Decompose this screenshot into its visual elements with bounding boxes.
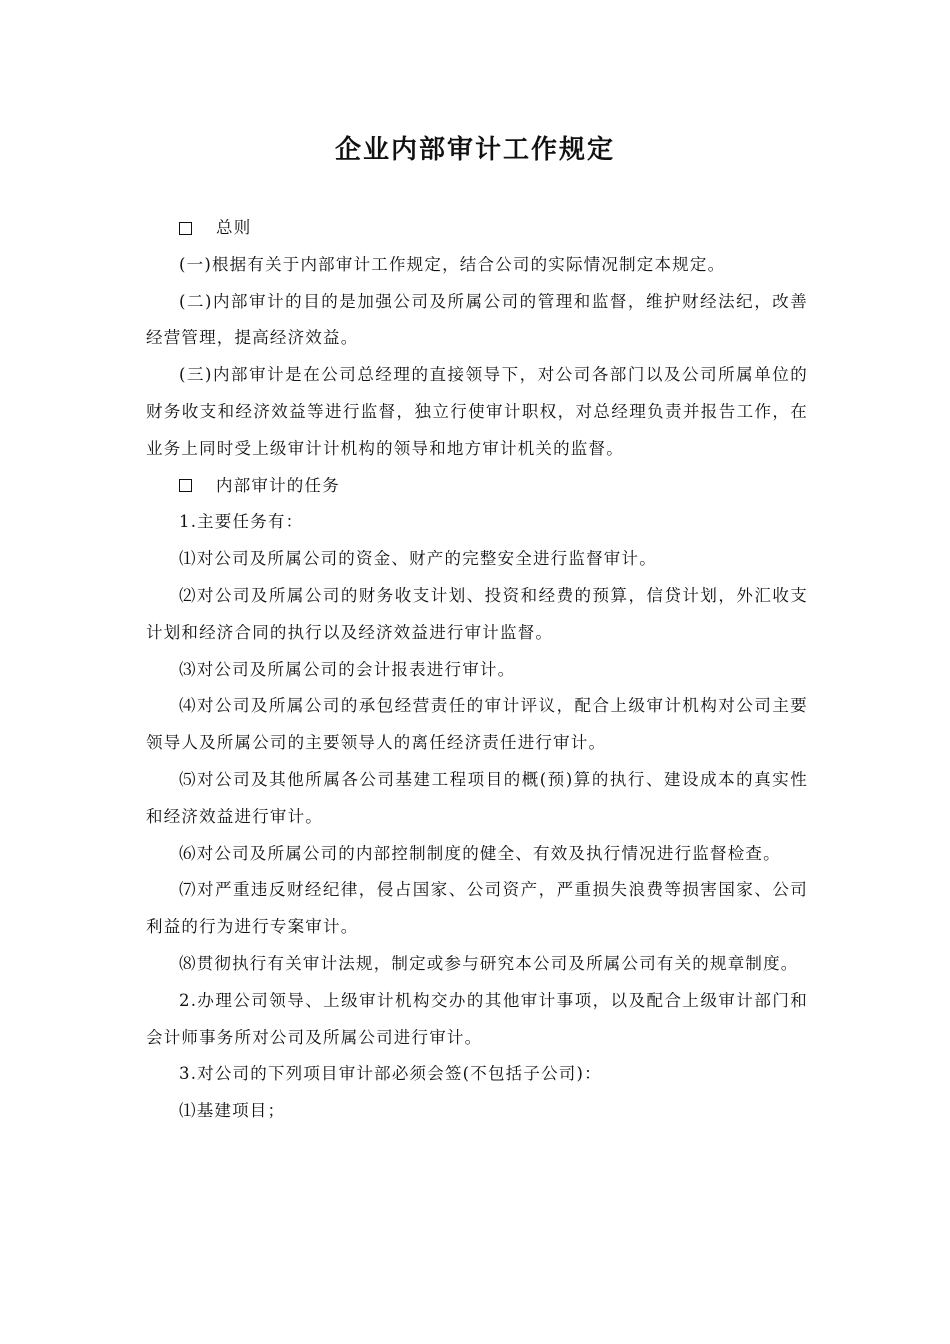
paragraph: ⑴对公司及所属公司的资金、财产的完整安全进行监督审计。 xyxy=(179,549,657,569)
checkbox-icon xyxy=(179,479,192,492)
paragraph: 1.主要任务有： xyxy=(179,512,304,532)
paragraph: ⑶对公司及所属公司的会计报表进行审计。 xyxy=(179,659,516,679)
section-heading-label: 内部审计的任务 xyxy=(216,475,340,495)
document-title: 企业内部审计工作规定 xyxy=(334,135,615,165)
section-heading-label: 总则 xyxy=(216,218,252,237)
section-heading-tasks xyxy=(146,468,808,505)
paragraph: (二)内部审计的目的是加强公司及所属公司的管理和监督，维护财经法纪，改善经营管理，提高经济效益。 xyxy=(146,291,808,348)
paragraph: ⑹对公司及所属公司的内部控制制度的健全、有效及执行情况进行监督检查。 xyxy=(179,843,781,863)
paragraph: ⑵对公司及所属公司的财务收支计划、投资和经费的预算，信贷计划，外汇收支计划和经济合同的执行以及经济效益进行审计监督。 xyxy=(146,585,808,642)
paragraph: ⑻贯彻执行有关审计法规，制定或参与研究本公司及所属公司有关的规章制度。 xyxy=(179,953,799,973)
checkbox-icon xyxy=(179,222,192,235)
document-body xyxy=(146,210,808,1130)
paragraph: 2.办理公司领导、上级审计机构交办的其他审计事项，以及配合上级审计部门和会计师事务所对公司及所属公司进行审计。 xyxy=(146,990,808,1047)
paragraph: ⑷对公司及所属公司的承包经营责任的审计评议，配合上级审计机构对公司主要领导人及所属公司的主要领导人的离任经济责任进行审计。 xyxy=(146,696,808,753)
section-heading-general xyxy=(146,210,808,247)
paragraph: 3.对公司的下列项目审计部必须会签(不包括子公司)： xyxy=(179,1064,602,1084)
paragraph: ⑺对严重违反财经纪律，侵占国家、公司资产，严重损失浪费等损害国家、公司利益的行为进行专案审计。 xyxy=(146,880,808,937)
paragraph: (三)内部审计是在公司总经理的直接领导下，对公司各部门以及公司所属单位的财务收支和经济效益等进行监督，独立行使审计职权，对总经理负责并报告工作，在业务上同时受上级审计计机构的领导和地方审计机关的监督。 xyxy=(146,365,808,458)
paragraph: ⑸对公司及其他所属各公司基建工程项目的概(预)算的执行、建设成本的真实性和经济效益进行审计。 xyxy=(146,769,808,826)
paragraph: ⑴基建项目； xyxy=(179,1101,286,1121)
paragraph: (一)根据有关于内部审计工作规定，结合公司的实际情况制定本规定。 xyxy=(179,254,726,274)
